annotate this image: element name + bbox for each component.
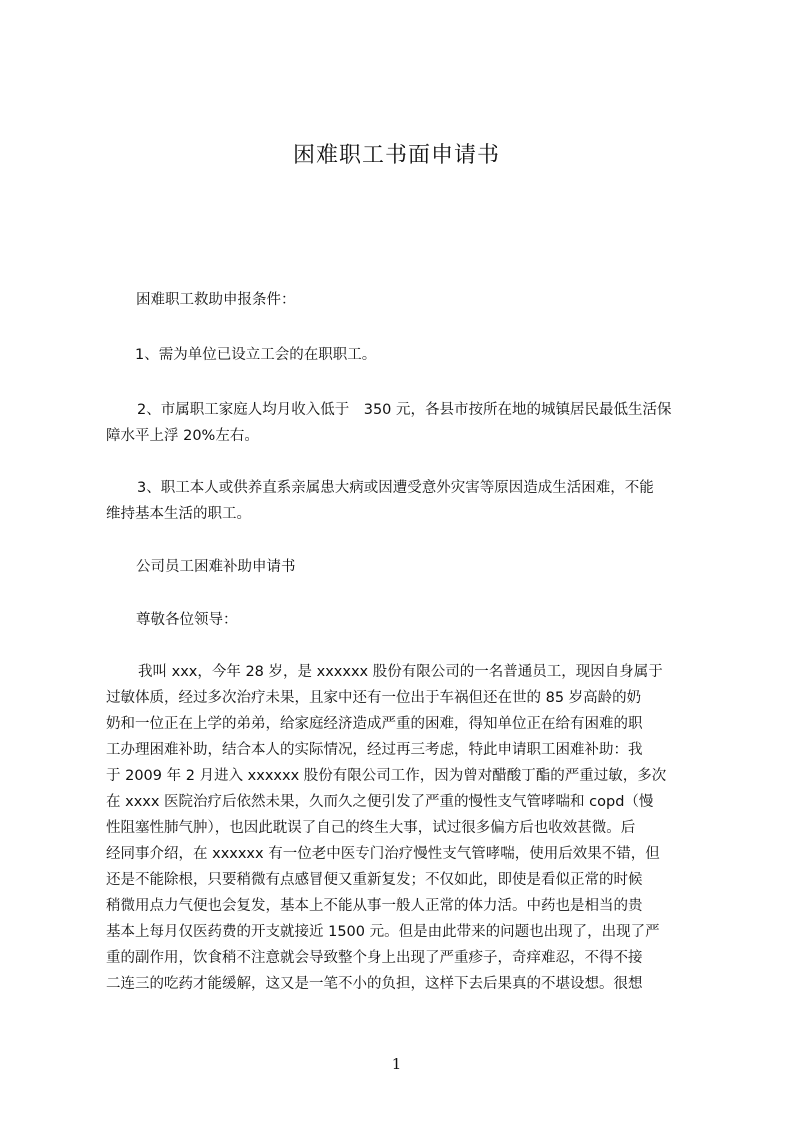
subtitle: 公司员工困难补助申请书: [136, 559, 296, 575]
body-line-8: 经同事介绍，在 xxxxxx 有一位老中医专门治疗慢性支气管哮喘，使用后效果不错，但: [106, 846, 660, 862]
page-number: 1: [391, 1055, 402, 1073]
body-line-11: 基本上每月仅医药费的开支就接近 1500 元。但是由此带来的问题也出现了，出现了严: [106, 924, 660, 940]
condition-2-line-2: 障水平上浮 20%左右。: [106, 428, 259, 444]
body-line-10: 稍微用点力气便也会复发，基本上不能从事一般人正常的体力活。中药也是相当的贵: [106, 898, 643, 914]
conditions-heading: 困难职工救助申报条件：: [136, 292, 296, 308]
body-line-1: 我叫 xxx，今年 28 岁，是 xxxxxx 股份有限公司的一名普通员工，现因自身属于: [138, 664, 663, 680]
body-line-13: 二连三的吃药才能缓解，这又是一笔不小的负担，这样下去后果真的不堪设想。很想: [106, 976, 643, 992]
body-line-3: 奶和一位正在上学的弟弟，给家庭经济造成严重的困难，得知单位正在给有困难的职: [106, 716, 643, 732]
condition-2-line-1: 2、市属职工家庭人均月收入低于 350 元，各县市按所在地的城镇居民最低生活保: [137, 402, 672, 418]
body-line-2: 过敏体质，经过多次治疗未果，且家中还有一位出于车祸但还在世的 85 岁高龄的奶: [106, 690, 642, 706]
body-line-5: 于 2009 年 2 月进入 xxxxxx 股份有限公司工作，因为曾对醋酸丁酯的严重过敏，多次: [106, 768, 667, 784]
body-line-7: 性阻塞性肺气肿），也因此耽误了自己的终生大事，试过很多偏方后也收效甚微。后: [106, 820, 636, 836]
salutation: 尊敬各位领导：: [136, 612, 238, 628]
condition-3-line-2: 维持基本生活的职工。: [106, 506, 251, 522]
body-line-4: 工办理困难补助，结合本人的实际情况，经过再三考虑，特此申请职工困难补助：我: [106, 742, 643, 758]
body-line-9: 还是不能除根，只要稍微有点感冒便又重新复发；不仅如此，即使是看似正常的时候: [106, 872, 643, 888]
body-line-12: 重的副作用，饮食稍不注意就会导致整个身上出现了严重疹子，奇痒难忍，不得不接: [106, 950, 643, 966]
condition-1: 1、需为单位已设立工会的在职职工。: [135, 347, 377, 363]
page-title: 困难职工书面申请书: [292, 143, 500, 168]
condition-3-line-1: 3、职工本人或供养直系亲属患大病或因遭受意外灾害等原因造成生活困难，不能: [137, 480, 654, 496]
body-line-6: 在 xxxx 医院治疗后依然未果，久而久之便引发了严重的慢性支气管哮喘和 copd（慢: [106, 794, 654, 810]
